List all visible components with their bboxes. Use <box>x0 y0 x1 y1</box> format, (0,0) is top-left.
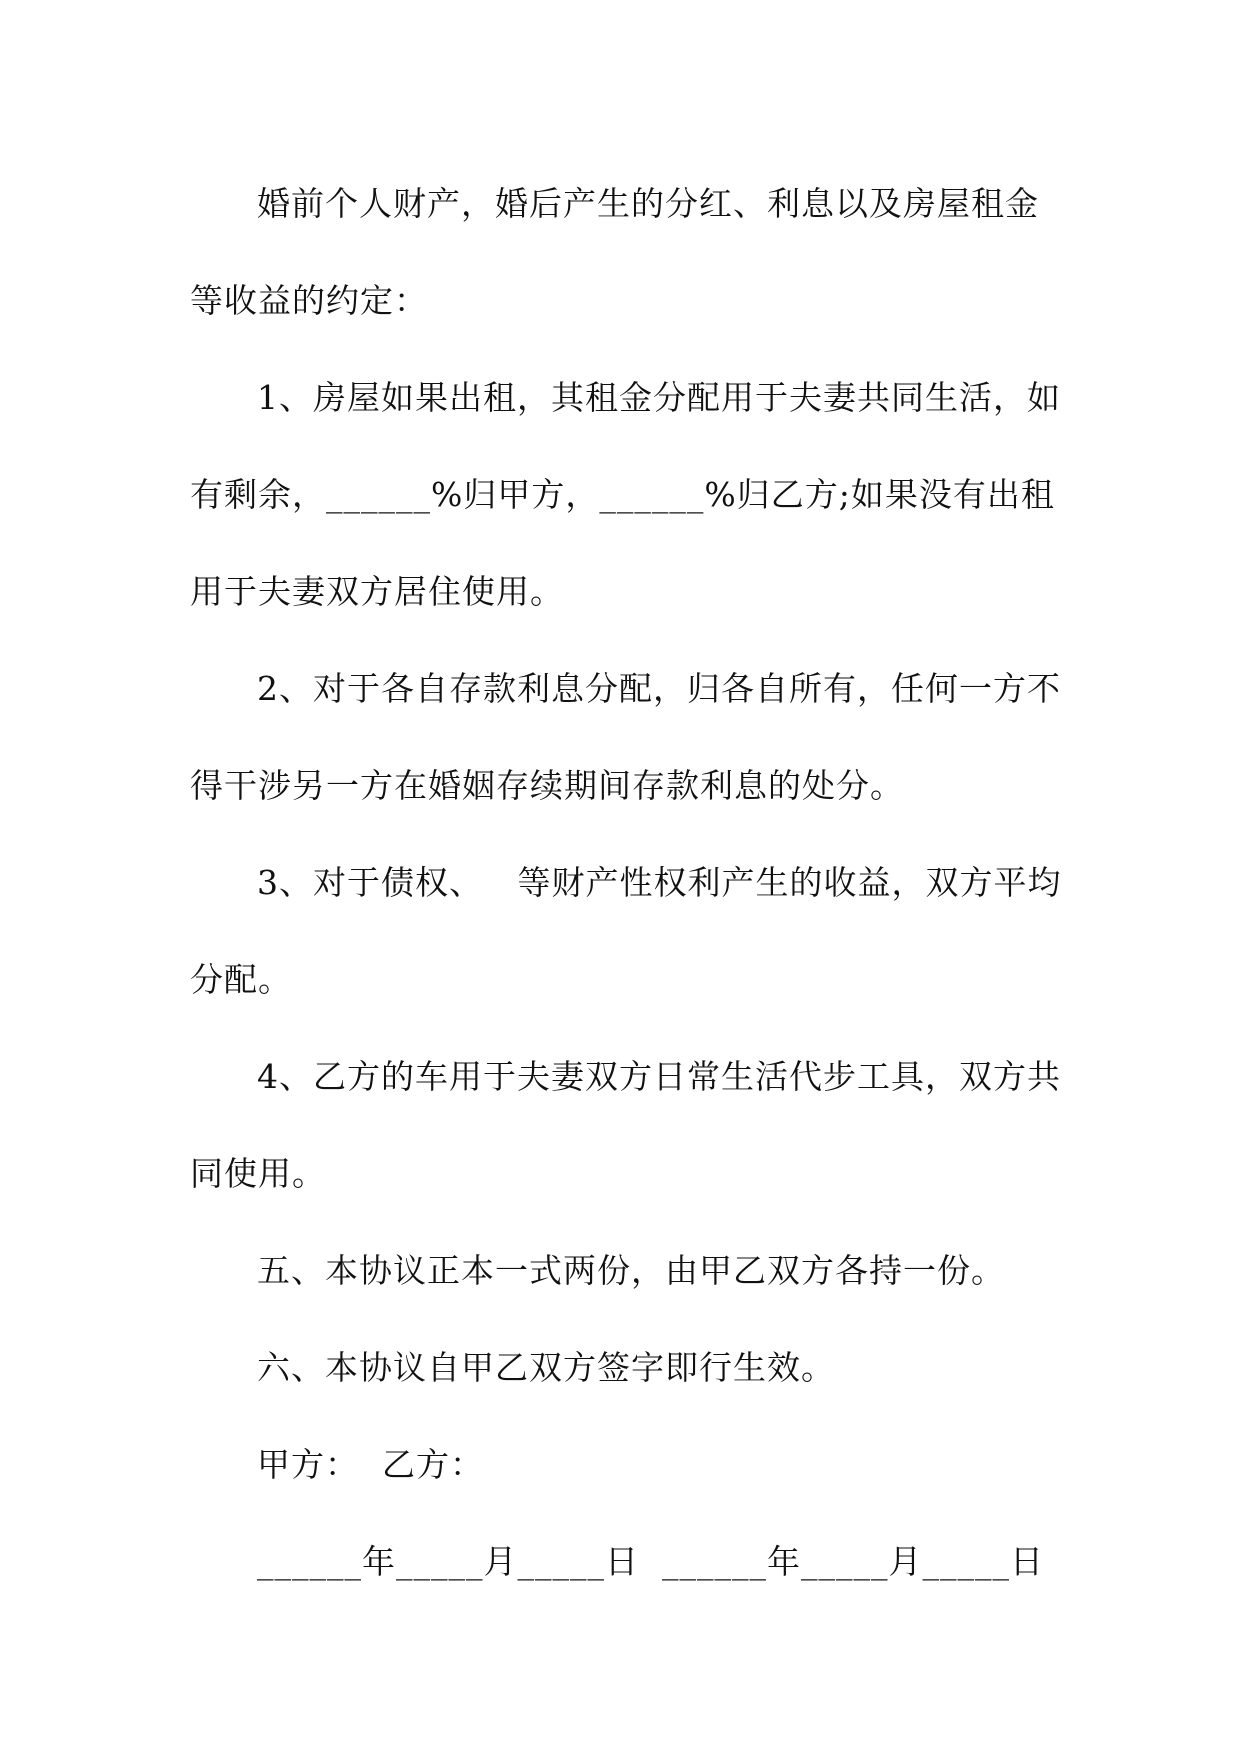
clause-3-line-2: 分配。 <box>190 960 292 999</box>
paragraph-line-2: 等收益的约定： <box>190 281 428 320</box>
clause-1-line-3: 用于夫妻双方居住使用。 <box>190 572 564 611</box>
signature-dates: ______年_____月_____日 ______年_____月_____日 <box>257 1542 1044 1581</box>
article-5: 五、本协议正本一式两份，由甲乙双方各持一份。 <box>257 1251 1005 1290</box>
article-6: 六、本协议自甲乙双方签字即行生效。 <box>257 1348 835 1387</box>
clause-4-line-2: 同使用。 <box>190 1154 326 1193</box>
clause-2-line-2: 得干涉另一方在婚姻存续期间存款利息的处分。 <box>190 766 904 805</box>
clause-1-line-1: 1、房屋如果出租，其租金分配用于夫妻共同生活，如 <box>257 378 1061 417</box>
clause-3-line-1: 3、对于债权、 等财产性权利产生的收益，双方平均 <box>257 863 1062 902</box>
clause-2-line-1: 2、对于各自存款利息分配，归各自所有，任何一方不 <box>257 669 1061 708</box>
signature-parties: 甲方： 乙方： <box>257 1445 484 1484</box>
paragraph-line-1: 婚前个人财产，婚后产生的分红、利息以及房屋租金 <box>257 184 1039 223</box>
clause-4-line-1: 4、乙方的车用于夫妻双方日常生活代步工具，双方共 <box>257 1057 1061 1096</box>
clause-1-line-2: 有剩余，______%归甲方，______%归乙方;如果没有出租 <box>190 475 1055 514</box>
